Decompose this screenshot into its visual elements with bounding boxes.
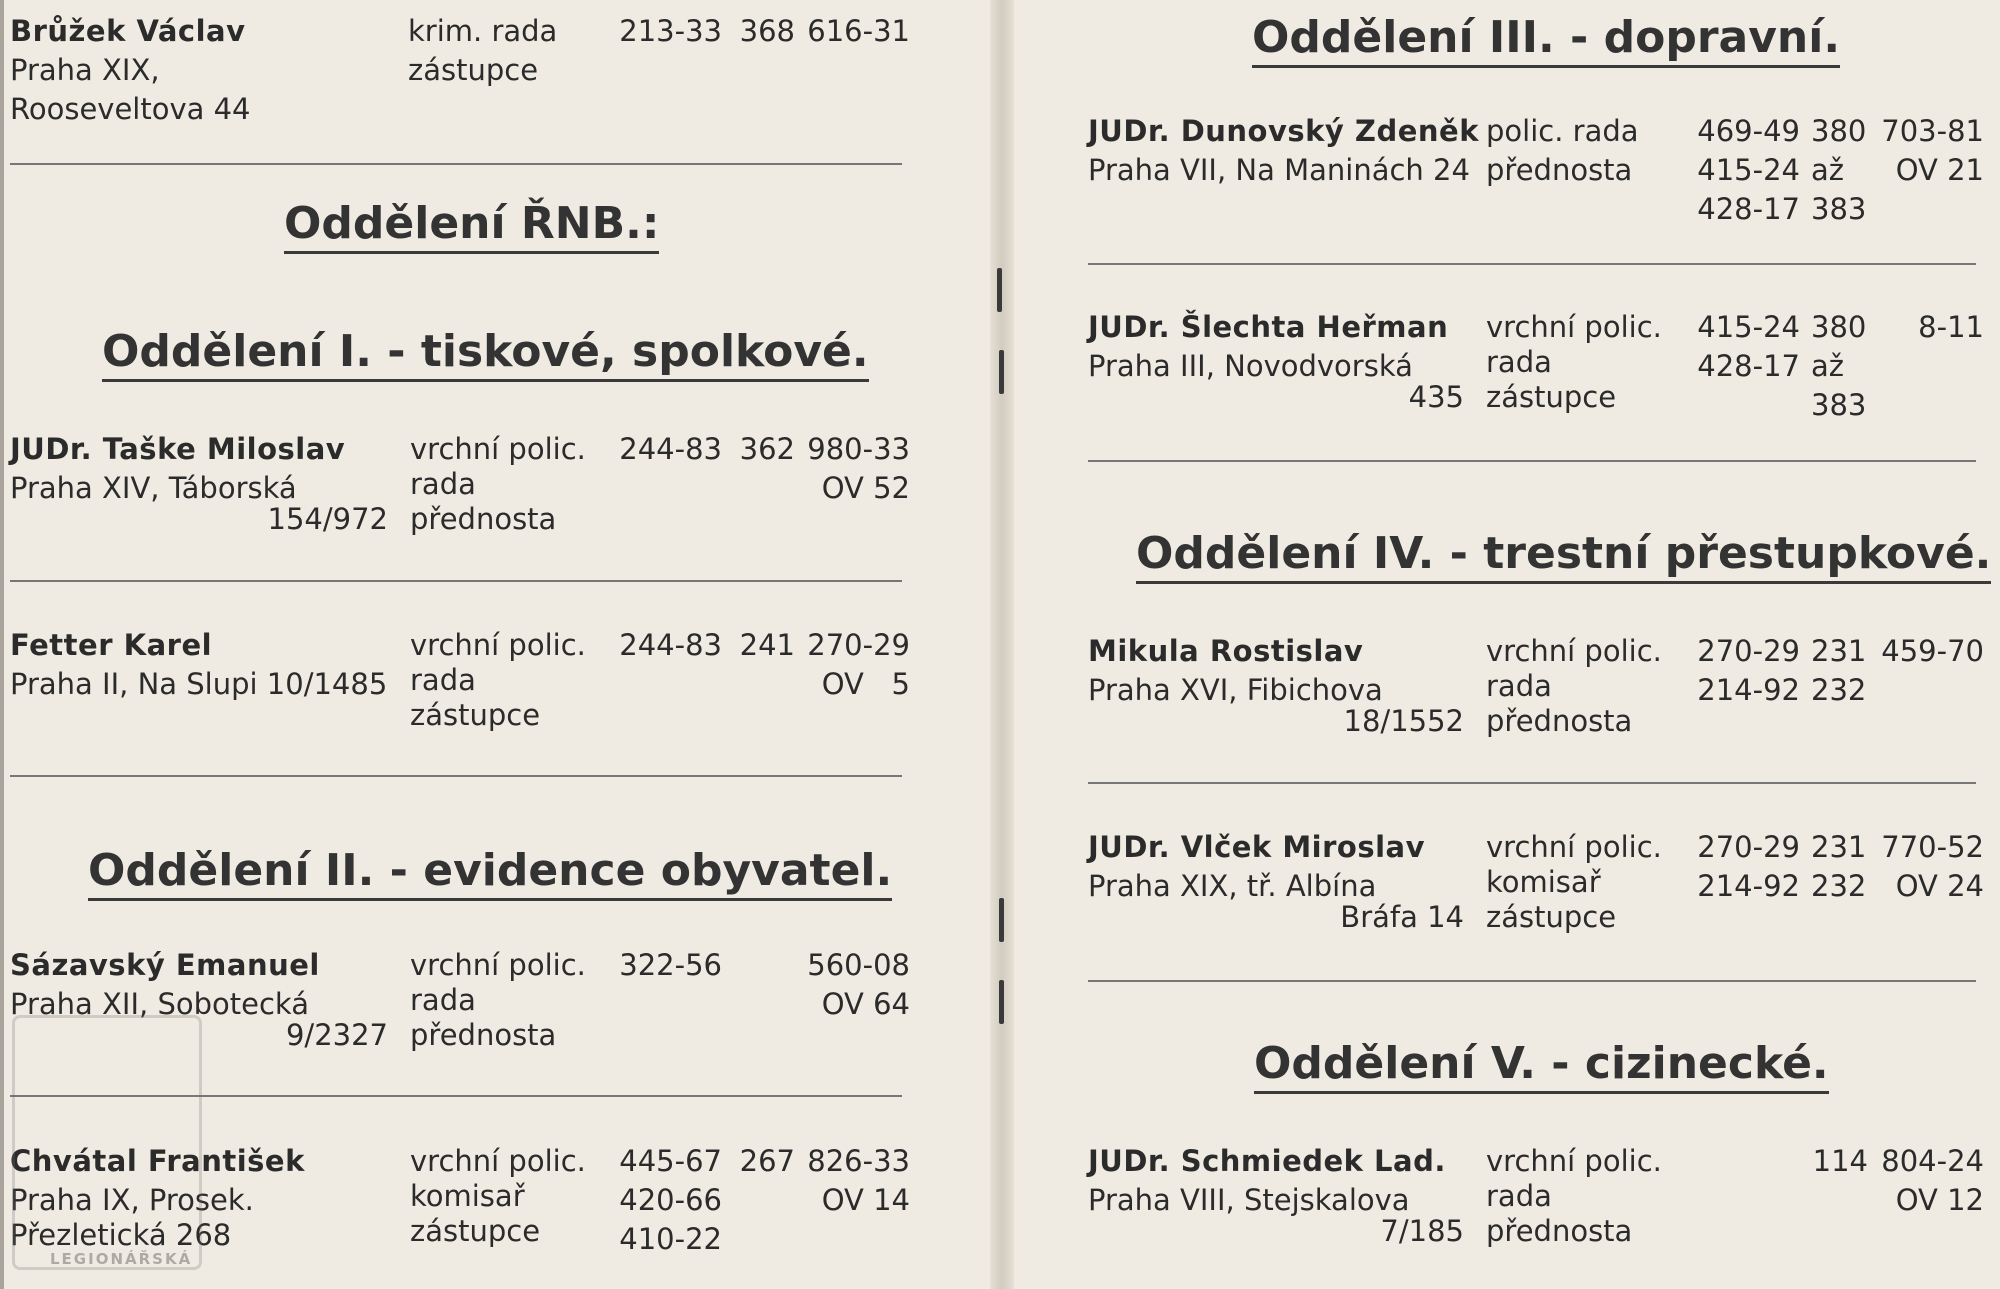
entry-title: rada <box>1486 345 1552 379</box>
entry-address: Rooseveltova 44 <box>10 92 251 126</box>
entry-name: Fetter Karel <box>10 628 213 662</box>
entry-address: Praha XIV, Táborská <box>10 471 297 505</box>
entry-extension: 241 <box>739 628 795 662</box>
entry-title: zástupce <box>410 1214 541 1248</box>
entry-title: zástupce <box>408 53 539 87</box>
staple <box>999 898 1004 942</box>
entry-title: vrchní polic. <box>410 432 586 466</box>
divider <box>1088 782 1976 784</box>
entry-extension: 231 <box>1811 634 1867 668</box>
entry-home-phone: 459-70 <box>1881 634 1984 668</box>
heading-dept-4: Oddělení IV. - trestní přestupkové. <box>1136 528 1991 584</box>
entry-home-phone: OV 64 <box>821 987 910 1021</box>
entry-phone: 214-92 <box>1697 869 1800 903</box>
staple <box>997 268 1002 312</box>
entry-phone: 428-17 <box>1697 192 1800 226</box>
directory-entry <box>10 626 910 746</box>
directory-entry <box>1088 112 1988 232</box>
entry-name: Mikula Rostislav <box>1088 634 1364 668</box>
entry-extension: až <box>1811 349 1844 383</box>
entry-extension: 383 <box>1811 388 1867 422</box>
entry-home-phone: OV 24 <box>1895 869 1984 903</box>
entry-home-phone: OV 14 <box>821 1183 910 1217</box>
entry-address: Praha III, Novodvorská <box>1088 349 1413 383</box>
entry-title: rada <box>1486 669 1552 703</box>
entry-title: přednosta <box>1486 1214 1633 1248</box>
entry-title: vrchní polic. <box>1486 1144 1662 1178</box>
entry-address: Praha II, Na Slupi 10/1485 <box>10 667 388 701</box>
entry-title: rada <box>410 663 476 697</box>
divider <box>1088 980 1976 982</box>
entry-phone: 213-33 <box>619 14 722 48</box>
entry-title: vrchní polic. <box>410 1144 586 1178</box>
entry-extension: 232 <box>1811 673 1867 707</box>
entry-extension: 232 <box>1811 869 1867 903</box>
page-fold <box>990 0 1014 1289</box>
entry-title: vrchní polic. <box>1486 634 1662 668</box>
heading-dept-5: Oddělení V. - cizinecké. <box>1254 1038 1829 1094</box>
entry-name: Chvátal František <box>10 1144 305 1178</box>
stamp-text: LEGIONÁŘSKÁ <box>50 1250 193 1268</box>
entry-extension: 380 <box>1811 114 1867 148</box>
entry-address: Praha IX, Prosek. <box>10 1183 254 1217</box>
entry-home-phone: 980-33 <box>807 432 910 466</box>
entry-address: Praha XIX, tř. Albína <box>1088 869 1377 903</box>
entry-phone: 469-49 <box>1697 114 1800 148</box>
entry-title: vrchní polic. <box>410 628 586 662</box>
directory-entry <box>1088 308 1988 428</box>
entry-title: zástupce <box>1486 900 1617 934</box>
entry-extension: 383 <box>1811 192 1867 226</box>
entry-address: 9/2327 <box>285 1018 388 1052</box>
entry-phone: 322-56 <box>619 948 722 982</box>
entry-title: krim. rada <box>408 14 558 48</box>
entry-title: přednosta <box>1486 704 1633 738</box>
entry-phone: 244-83 <box>619 628 722 662</box>
entry-title: přednosta <box>410 502 557 536</box>
entry-extension: 231 <box>1811 830 1867 864</box>
entry-home-phone: 616-31 <box>807 14 910 48</box>
staple <box>999 350 1004 394</box>
entry-phone: 445-67 <box>619 1144 722 1178</box>
entry-home-phone: 826-33 <box>807 1144 910 1178</box>
entry-address: Praha VIII, Stejskalova <box>1088 1183 1410 1217</box>
entry-extension: 368 <box>739 14 795 48</box>
entry-home-phone: 560-08 <box>807 948 910 982</box>
entry-address: 435 <box>1408 380 1464 414</box>
entry-title: polic. rada <box>1486 114 1639 148</box>
entry-home-phone: 770-52 <box>1881 830 1984 864</box>
library-stamp <box>12 1015 202 1270</box>
entry-address: Praha XVI, Fibichova <box>1088 673 1383 707</box>
entry-home-phone: 703-81 <box>1881 114 1984 148</box>
divider <box>10 163 902 165</box>
heading-rnb: Oddělení ŘNB.: <box>284 198 659 254</box>
entry-extension: 114 <box>1812 1144 1868 1178</box>
entry-extension: 380 <box>1811 310 1867 344</box>
entry-phone: 244-83 <box>619 432 722 466</box>
entry-title: zástupce <box>1486 380 1617 414</box>
entry-phone: 410-22 <box>619 1222 722 1256</box>
entry-home-phone: OV 52 <box>821 471 910 505</box>
entry-title: komisař <box>1486 865 1601 899</box>
entry-address: Přezletická 268 <box>10 1218 232 1252</box>
entry-phone: 214-92 <box>1697 673 1800 707</box>
entry-name: Brůžek Václav <box>10 14 246 48</box>
entry-address: 7/185 <box>1380 1214 1464 1248</box>
entry-phone: 415-24 <box>1697 153 1800 187</box>
entry-phone: 420-66 <box>619 1183 722 1217</box>
entry-home-phone: OV 21 <box>1895 153 1984 187</box>
entry-name: JUDr. Dunovský Zdeněk <box>1088 114 1479 148</box>
entry-phone: 270-29 <box>1697 634 1800 668</box>
entry-address: Bráfa 14 <box>1340 900 1464 934</box>
entry-address: 154/972 <box>267 502 388 536</box>
entry-phone: 270-29 <box>1697 830 1800 864</box>
entry-name: Sázavský Emanuel <box>10 948 320 982</box>
divider <box>10 775 902 777</box>
entry-extension: 362 <box>739 432 795 466</box>
entry-address: Praha XIX, <box>10 53 160 87</box>
entry-phone: 415-24 <box>1697 310 1800 344</box>
entry-title: komisař <box>410 1179 525 1213</box>
entry-extension: až <box>1811 153 1844 187</box>
heading-dept-1: Oddělení I. - tiskové, spolkové. <box>102 326 869 382</box>
entry-title: přednosta <box>410 1018 557 1052</box>
heading-dept-2: Oddělení II. - evidence obyvatel. <box>88 845 892 901</box>
divider <box>10 580 902 582</box>
entry-address: 18/1552 <box>1343 704 1464 738</box>
entry-title: rada <box>410 983 476 1017</box>
staple <box>999 980 1004 1024</box>
heading-dept-3: Oddělení III. - dopravní. <box>1252 12 1840 68</box>
entry-title: rada <box>410 467 476 501</box>
entry-home-phone: OV 5 <box>821 667 910 701</box>
entry-title: vrchní polic. <box>1486 310 1662 344</box>
directory-entry <box>1088 632 1988 752</box>
entry-home-phone: 270-29 <box>807 628 910 662</box>
entry-home-phone: OV 12 <box>1895 1183 1984 1217</box>
entry-home-phone: 8-11 <box>1918 310 1984 344</box>
entry-address: Praha VII, Na Maninách 24 <box>1088 153 1470 187</box>
entry-address: Praha XII, Sobotecká <box>10 987 309 1021</box>
entry-name: JUDr. Šlechta Heřman <box>1088 310 1449 344</box>
entry-name: JUDr. Schmiedek Lad. <box>1088 1144 1446 1178</box>
directory-entry <box>1088 828 1988 948</box>
entry-title: zástupce <box>410 698 541 732</box>
entry-title: vrchní polic. <box>410 948 586 982</box>
entry-title: vrchní polic. <box>1486 830 1662 864</box>
entry-extension: 267 <box>739 1144 795 1178</box>
entry-title: rada <box>1486 1179 1552 1213</box>
directory-entry <box>10 430 910 550</box>
entry-name: JUDr. Vlček Miroslav <box>1088 830 1426 864</box>
directory-entry <box>1088 1142 1988 1272</box>
entry-name: JUDr. Taške Miloslav <box>10 432 346 466</box>
entry-title: přednosta <box>1486 153 1633 187</box>
entry-home-phone: 804-24 <box>1881 1144 1984 1178</box>
divider <box>1088 460 1976 462</box>
directory-entry <box>10 12 910 132</box>
entry-phone: 428-17 <box>1697 349 1800 383</box>
divider <box>1088 263 1976 265</box>
